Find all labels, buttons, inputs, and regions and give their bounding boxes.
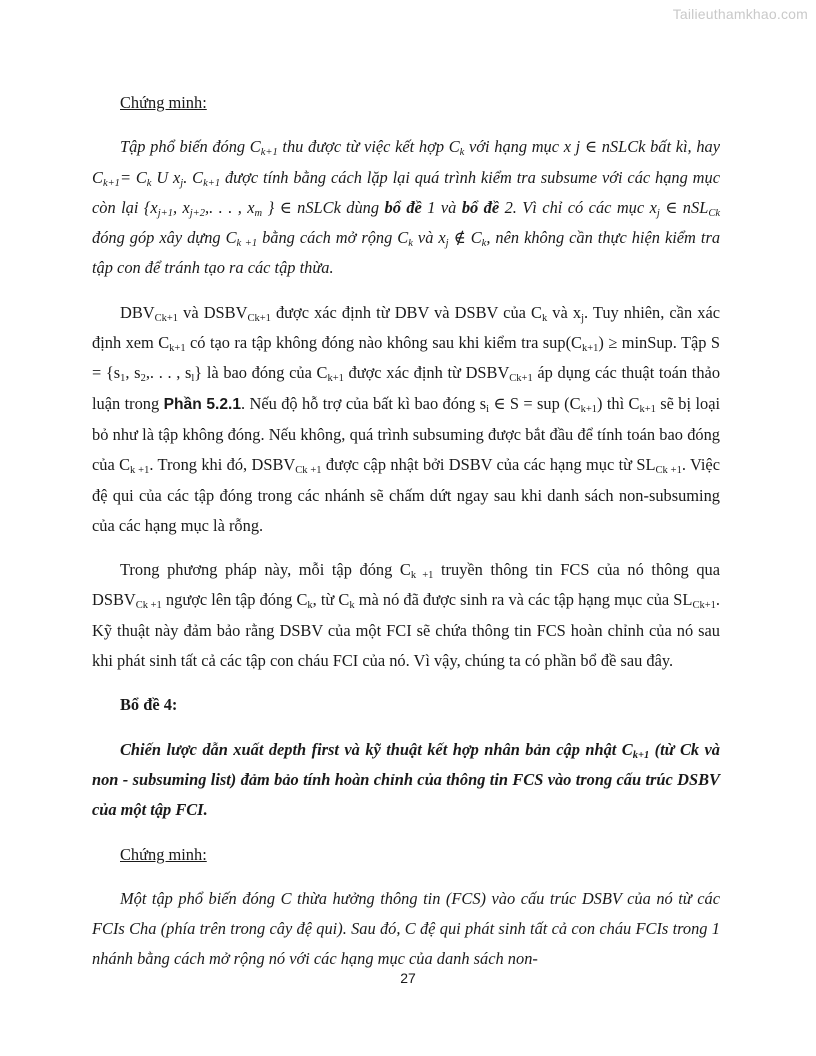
text: áp dụng các thuật toán thảo luận trong xyxy=(92,363,721,413)
subscript: k+1 xyxy=(632,749,650,761)
subscript: Ck +1 xyxy=(135,600,162,612)
text: ,. . . , x xyxy=(205,197,255,217)
text: . Trong khi đó, DSBV xyxy=(149,455,296,475)
text: , s xyxy=(125,363,141,383)
text: DBV xyxy=(120,302,155,322)
subscript: j xyxy=(445,238,449,250)
subscript: k+1 xyxy=(327,373,344,385)
text: , nên không cần thực hiện kiểm tra tập con để tránh tạo ra các tập thừa. xyxy=(92,228,721,278)
subscript: Ck+1 xyxy=(154,312,179,324)
text: . Nếu độ hỗ trợ của bất kì bao đóng s xyxy=(241,393,487,413)
lemma-statement xyxy=(92,735,720,826)
text: } ∈ nSLCk dùng xyxy=(262,197,385,217)
bold-term: bổ đề xyxy=(384,197,422,217)
subscript: k+1 xyxy=(639,403,656,415)
bold-term: bổ đề xyxy=(461,197,500,217)
subscript: k+1 xyxy=(260,147,278,159)
math-var: x xyxy=(438,228,446,248)
text: (từ Ck và non - subsuming list) đảm bảo tính hoàn chỉnh của thông tin FCS vào trong cấu trúc DSBV của một tập FCI. xyxy=(92,739,720,820)
text: . Tuy nhiên, cần xác định xem C xyxy=(92,302,720,353)
text: , x xyxy=(172,197,190,217)
text: ∈ S = sup (C xyxy=(489,393,581,413)
subscript: k xyxy=(459,147,465,159)
text: ∈ nSL xyxy=(659,197,709,217)
text: ,. . . , s xyxy=(145,363,192,383)
subscript: m xyxy=(254,207,263,219)
text: và DSBV xyxy=(178,302,248,322)
text: mà nó đã được sinh ra và các tập hạng mục của SL xyxy=(354,590,693,610)
text: 1 và xyxy=(421,197,462,217)
text: với hạng mục x j ∈ nSLCk bất kì, hay C xyxy=(92,137,720,187)
subscript: k xyxy=(349,600,355,612)
text: truyền thông tin FCS của nó thông qua DSBV xyxy=(92,560,721,610)
text: ngược lên tập đóng C xyxy=(161,590,308,610)
text: Trong phương pháp này, mỗi tập đóng C xyxy=(120,560,411,580)
document-body xyxy=(92,88,720,975)
text: ) thì C xyxy=(597,393,640,413)
text: và x xyxy=(547,302,582,322)
subscript: Ck+1 xyxy=(509,373,533,385)
text: được xác định từ DSBV xyxy=(343,363,510,383)
subscript: k +1 xyxy=(130,465,150,477)
subscript: 2 xyxy=(140,373,146,385)
subscript: Ck +1 xyxy=(295,465,322,477)
subscript: l xyxy=(191,373,195,385)
subscript: j+2 xyxy=(189,207,206,219)
text: được cập nhật bởi DSBV của các hạng mục từ SL xyxy=(321,455,656,475)
text: ) ≥ minSup. Tập S = {s xyxy=(92,333,721,383)
text: . Việc đệ qui của các tập đóng trong các nhánh sẽ chấm dứt ngay sau khi danh sách non-subsuming của các hạng mục là rỗng. xyxy=(92,455,720,535)
subscript: k+1 xyxy=(581,343,599,355)
text: bằng cách mở rộng C xyxy=(257,228,409,248)
subscript: k+1 xyxy=(102,177,120,189)
math-var: ∉ C xyxy=(448,228,482,248)
watermark: Tailieuthamkhao.com xyxy=(672,6,808,22)
text: đóng góp xây dựng C xyxy=(92,228,237,248)
text: U x xyxy=(151,167,181,187)
subscript: k+1 xyxy=(169,343,186,355)
subscript: k+1 xyxy=(203,177,221,189)
text: } là bao đóng của C xyxy=(194,363,328,383)
subscript: k xyxy=(408,238,413,250)
paragraph-proof-1 xyxy=(92,132,720,283)
text: có tạo ra tập không đóng nào không sau khi kiểm tra sup(C xyxy=(185,333,582,353)
proof-heading-2-text: Chứng minh: xyxy=(120,844,207,864)
text: . C xyxy=(183,167,204,187)
proof-heading-1-text: Chứng minh: xyxy=(120,93,207,112)
paragraph-3 xyxy=(92,555,720,676)
text: sẽ bị loại bỏ như là tập không đóng. Nếu không, quá trình subsuming được bắt đầu để tính toán bao đóng của C xyxy=(92,393,721,475)
text: được tính bằng cách lặp lại quá trình kiểm tra subsume với các hạng mục còn lại {x xyxy=(92,167,720,217)
lemma-title: Bổ đề 4: xyxy=(120,695,178,715)
subscript: j xyxy=(656,207,660,219)
subscript: j+1 xyxy=(157,207,173,219)
subscript: j xyxy=(581,312,584,324)
paragraph-proof-2: Một tập phổ biến đóng C thừa hưởng thông tin (FCS) vào cấu trúc DSBV của nó từ các FCIs Cha (phía trên trong cây đệ qui). Sau đó, C đệ qui phát sinh tất cả con cháu FCIs trong 1 nhánh bằng cách mở rộng nó với các hạng mục của danh sách non- xyxy=(92,888,720,969)
subscript: Ck xyxy=(708,207,720,219)
subscript: k xyxy=(307,600,313,612)
text: Chiến lược dẫn xuất depth first và kỹ thuật kết hợp nhân bản cập nhật C xyxy=(120,739,633,759)
subscript: k +1 xyxy=(410,570,434,582)
proof-heading-2 xyxy=(92,840,720,870)
subscript: k xyxy=(541,312,548,324)
text: Tập phổ biến đóng C xyxy=(120,137,261,157)
text: thu được từ việc kết hợp C xyxy=(277,137,460,157)
section-reference: Phần 5.2.1 xyxy=(163,395,242,413)
math-expression xyxy=(438,228,487,250)
text: . Kỹ thuật này đảm bảo rằng DSBV của một FCI sẽ chứa thông tin FCS hoàn chỉnh của nó sau khi phát sinh tất cả các tập con cháu FCI của nó. Vì vậy, chúng ta có phần bổ đề sau đây. xyxy=(92,590,720,671)
subscript: 1 xyxy=(120,373,126,385)
proof-heading-1 xyxy=(92,88,720,118)
subscript: Ck+1 xyxy=(692,600,716,612)
text: , từ C xyxy=(312,590,350,610)
subscript: k+1 xyxy=(580,403,597,415)
subscript: k xyxy=(146,177,152,189)
subscript: k xyxy=(481,238,487,250)
subscript: j xyxy=(180,177,184,189)
subscript: i xyxy=(486,403,489,415)
page-number: 27 xyxy=(400,970,416,986)
subscript: Ck+1 xyxy=(247,312,271,324)
text: 2. Vì chỉ có các mục x xyxy=(499,197,657,217)
paragraph-2 xyxy=(92,298,720,541)
text: = C xyxy=(119,167,147,187)
text: và xyxy=(412,228,439,248)
subscript: Ck +1 xyxy=(655,465,682,477)
text: được xác định từ DBV và DSBV của C xyxy=(270,302,542,322)
subscript: k +1 xyxy=(236,238,258,250)
